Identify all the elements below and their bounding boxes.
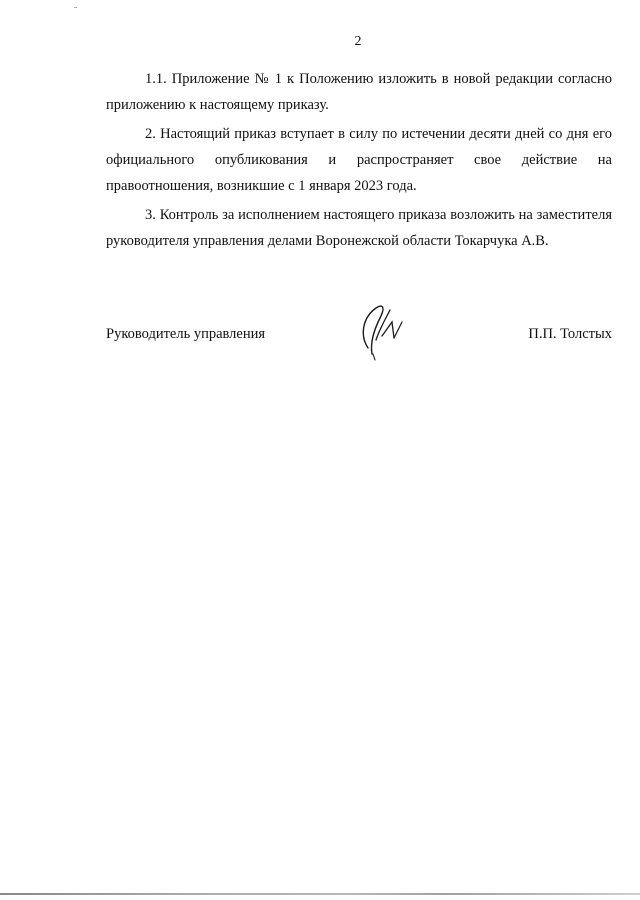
document-body (106, 66, 612, 257)
signature-block (106, 326, 612, 356)
signatory-name: П.П. Толстых (528, 326, 612, 342)
handwritten-signature (346, 296, 416, 366)
paragraph-2: 2. Настоящий приказ вступает в силу по истечении десяти дней со дня его официального опубликования и распространяет свое действие на правоотношения, возникшие с 1 января 2023 года. (106, 126, 612, 194)
signatory-position: Руководитель управления (106, 326, 266, 342)
paragraph-1-1: 1.1. Приложение № 1 к Положению изложить в новой редакции согласно приложению к настоящему приказу. (106, 71, 612, 113)
scan-edge-line (0, 893, 640, 895)
scan-artifact (74, 7, 77, 8)
paragraph-3: 3. Контроль за исполнением настоящего приказа возложить на заместителя руководителя управления делами Воронежской области Токарчука А.В. (106, 207, 612, 249)
page-number: 2 (354, 34, 362, 49)
